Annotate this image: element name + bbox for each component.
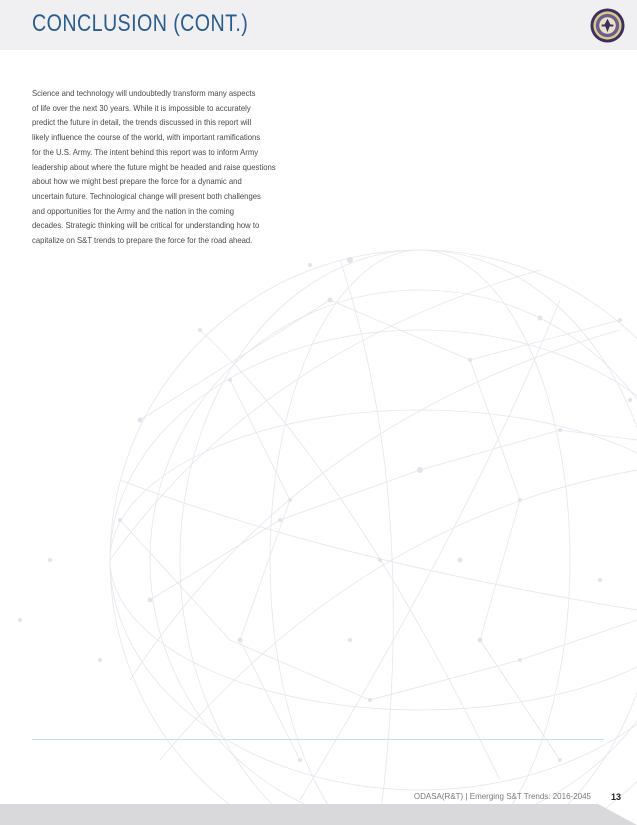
paragraph-line: uncertain future. Technological change will present both challenges — [32, 190, 261, 201]
paragraph-line: for the U.S. Army. The intent behind this report was to inform Army — [32, 146, 259, 157]
paragraph-line: decades. Strategic thinking will be critical for understanding how to — [32, 220, 260, 231]
paragraph-line: Science and technology will undoubtedly transform many aspects — [32, 88, 256, 98]
army-seal-icon — [590, 8, 625, 43]
bottom-band — [0, 804, 637, 825]
footer-divider — [32, 739, 604, 740]
conclusion-paragraph — [32, 86, 332, 248]
paragraph-line: likely influence the course of the world, with important ramifications — [32, 132, 261, 143]
page-number: 13 — [611, 792, 622, 802]
page-title: CONCLUSION (CONT.) — [32, 10, 249, 37]
footer-report-title: ODASA(R&T) | Emerging S&T Trends: 2016-2045 — [413, 792, 591, 801]
paragraph-line: of life over the next 30 years. While it is impossible to accurately — [32, 102, 251, 113]
page-header — [0, 0, 637, 50]
paragraph-line: and opportunities for the Army and the nation in the coming — [32, 205, 235, 216]
paragraph-line: about how we might best prepare the force for a dynamic and — [32, 176, 242, 187]
paragraph-line: predict the future in detail, the trends discussed in this report will — [32, 117, 252, 128]
paragraph-line: leadership about where the future might be headed and raise questions — [32, 161, 276, 172]
paragraph-line: capitalize on S&T trends to prepare the force for the road ahead. — [32, 235, 253, 246]
